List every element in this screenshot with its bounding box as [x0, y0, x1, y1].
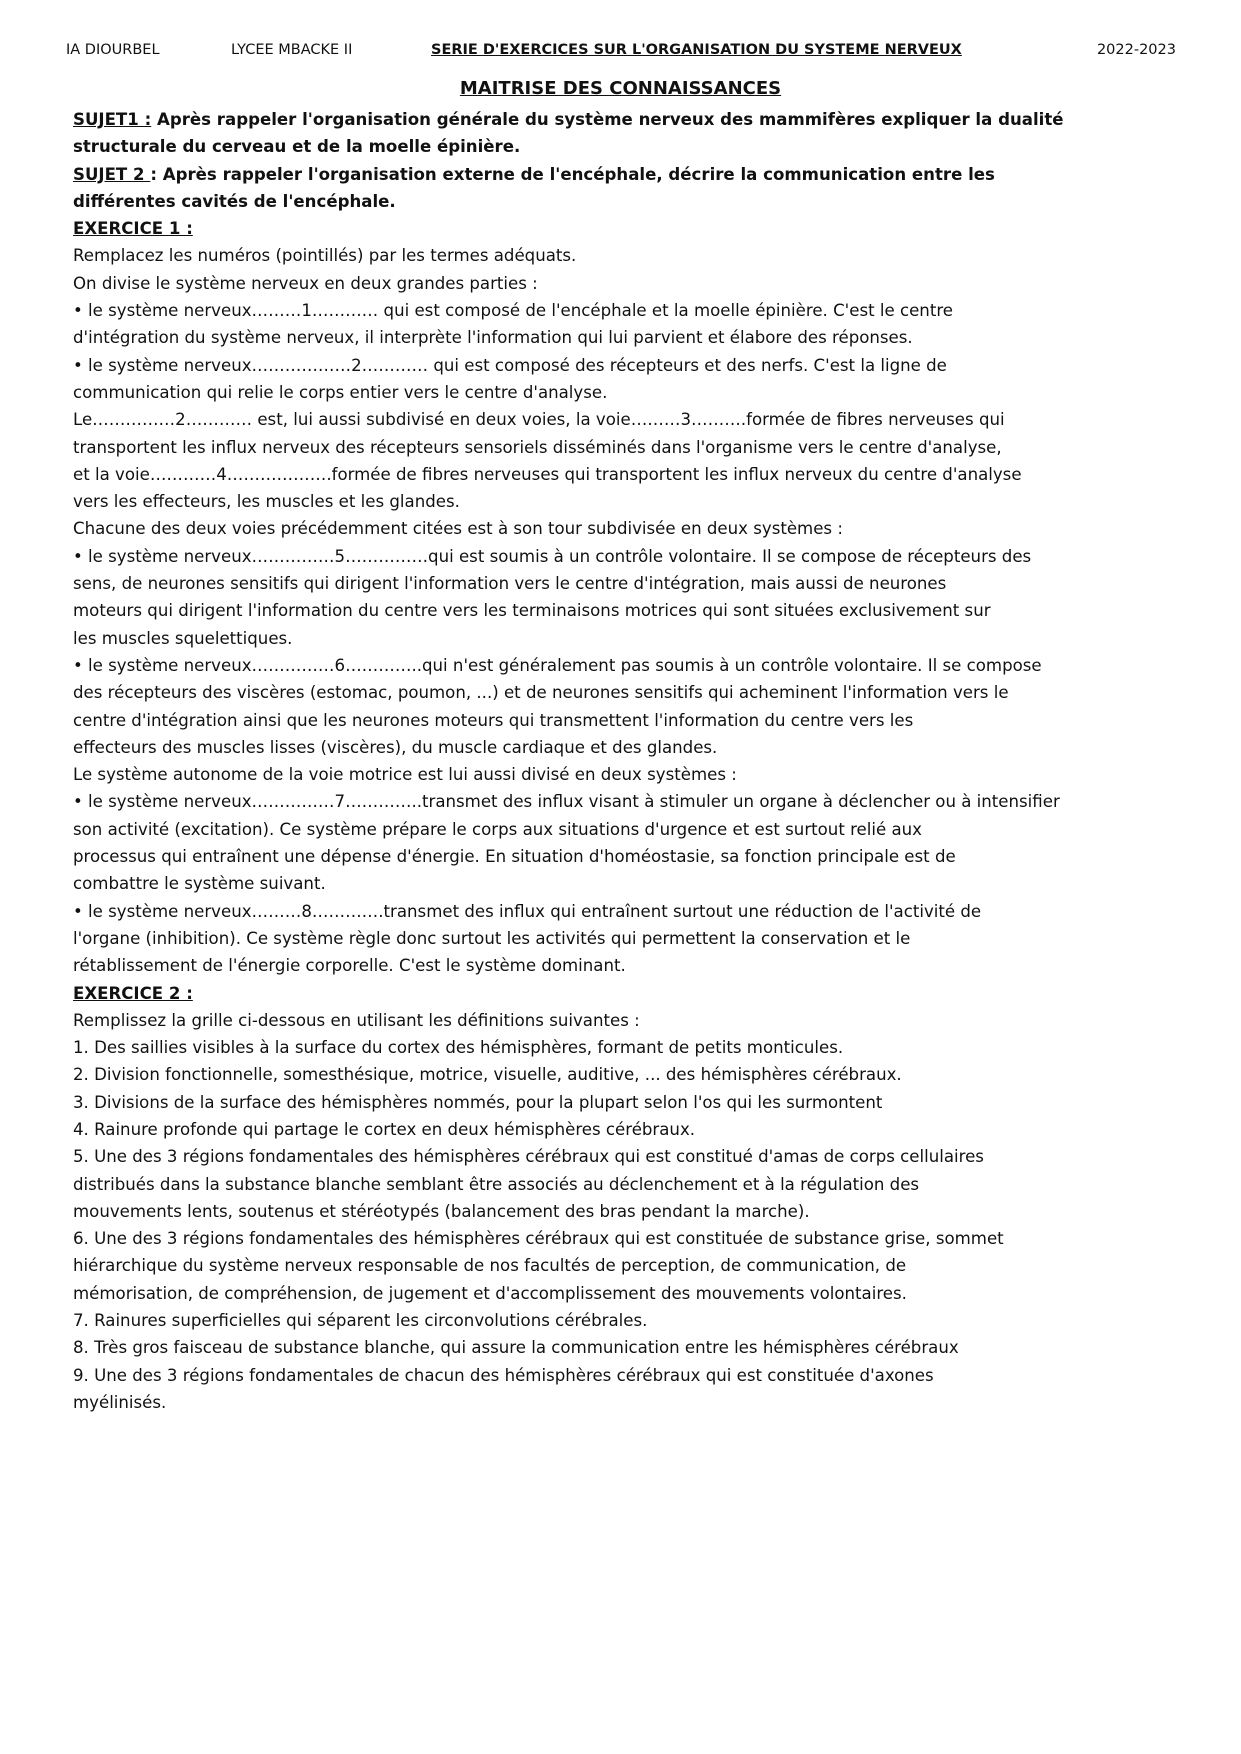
text-line	[73, 1116, 1183, 1143]
line-text: • le système nerveux……………7…………..transmet des influx visant à stimuler un organe à déclencher ou à intensifier	[73, 792, 1060, 812]
line-text: des récepteurs des viscères (estomac, poumon, ...) et de neurones sensitifs qui acheminent l'information vers le	[73, 683, 1009, 703]
text-line	[73, 1307, 1183, 1334]
line-text: hiérarchique du système nerveux responsable de nos facultés de perception, de communication, de	[73, 1256, 907, 1276]
text-line	[73, 679, 1183, 706]
section-title: MAITRISE DES CONNAISSANCES	[459, 78, 782, 99]
line-text: Remplissez la grille ci-dessous en utilisant les définitions suivantes :	[73, 1010, 640, 1030]
page-header	[66, 42, 1176, 62]
line-text: transportent les influx nerveux des récepteurs sensoriels disséminés dans l'organisme vers le centre d'analyse,	[73, 437, 1002, 457]
text-line	[73, 625, 1183, 652]
line-text: On divise le système nerveux en deux grandes parties :	[73, 273, 538, 293]
section-sujet1	[73, 106, 1183, 161]
text-line	[73, 106, 1183, 133]
line-text: 7. Rainures superficielles qui séparent les circonvolutions cérébrales.	[73, 1311, 648, 1331]
line-text: Chacune des deux voies précédemment citées est à son tour subdivisée en deux systèmes :	[73, 519, 843, 539]
line-text: 5. Une des 3 régions fondamentales des hémisphères cérébraux qui est constitué d'amas de corps cellulaires	[73, 1147, 984, 1167]
text-line	[73, 1389, 1183, 1416]
line-text: 3. Divisions de la surface des hémisphères nommés, pour la plupart selon l'os qui les surmontent	[73, 1092, 883, 1112]
line-text: Remplacez les numéros (pointillés) par les termes adéquats.	[73, 246, 577, 266]
line-text: • le système nerveux……………5……………qui est soumis à un contrôle volontaire. Il se compose de récepteurs des	[73, 546, 1032, 566]
line-text: 9. Une des 3 régions fondamentales de chacun des hémisphères cérébraux qui est constituée d'axones	[73, 1365, 934, 1385]
text-line	[73, 133, 1183, 160]
line-text: • le système nerveux………1………… qui est composé de l'encéphale et la moelle épinière. C'est le centre	[73, 301, 953, 321]
text-line	[73, 925, 1183, 952]
text-line	[73, 488, 1183, 515]
text-line	[73, 734, 1183, 761]
line-text: rétablissement de l'énergie corporelle. C'est le système dominant.	[73, 956, 626, 976]
line-text: son activité (excitation). Ce système prépare le corps aux situations d'urgence et est surtout relié aux	[73, 819, 922, 839]
line-text: 4. Rainure profonde qui partage le cortex en deux hémisphères cérébraux.	[73, 1119, 696, 1139]
line-text: moteurs qui dirigent l'information du centre vers les terminaisons motrices qui sont situées exclusivement sur	[73, 601, 991, 621]
text-line	[73, 515, 1183, 542]
text-line	[73, 297, 1183, 324]
line-text: processus qui entraînent une dépense d'énergie. En situation d'homéostasie, sa fonction principale est de	[73, 847, 956, 867]
line-text: sens, de neurones sensitifs qui dirigent l'information vers le centre d'intégration, mais aussi de neurones	[73, 574, 947, 594]
line-text: • le système nerveux……………6…………..qui n'est généralement pas soumis à un contrôle volontaire. Il se compose	[73, 655, 1042, 675]
text-line	[73, 816, 1183, 843]
series-title: SERIE D'EXERCICES SUR L'ORGANISATION DU SYSTEME NERVEUX	[431, 42, 962, 58]
section-sujet-2	[73, 161, 1183, 216]
text-line	[73, 352, 1183, 379]
exercise-text	[73, 242, 1183, 979]
text-line	[73, 1334, 1183, 1361]
text-line	[73, 461, 1183, 488]
line-text: : Après rappeler l'organisation externe de l'encéphale, décrire la communication entre les	[150, 164, 995, 184]
line-text: et la voie…………4……………….formée de fibres nerveuses qui transportent les influx nerveux du centre d'analyse	[73, 464, 1022, 484]
line-text: d'intégration du système nerveux, il interprète l'information qui lui parvient et élabore des réponses.	[73, 328, 913, 348]
school-year: 2022-2023	[1096, 42, 1176, 58]
text-line	[73, 188, 1183, 215]
text-line	[73, 898, 1183, 925]
text-line	[73, 843, 1183, 870]
text-line	[73, 1171, 1183, 1198]
text-line	[73, 788, 1183, 815]
heading-label: SUJET1 :	[73, 110, 152, 129]
section-exercice-2	[73, 980, 1183, 1007]
document-body	[73, 106, 1183, 1416]
text-line	[73, 543, 1183, 570]
text-line	[73, 324, 1183, 351]
line-text: Le……………2………… est, lui aussi subdivisé en deux voies, la voie………3……….formée de fibres nerveuses qui	[73, 410, 1005, 430]
text-line	[73, 652, 1183, 679]
text-line	[73, 570, 1183, 597]
text-line	[73, 707, 1183, 734]
text-line	[73, 406, 1183, 433]
text-line	[73, 952, 1183, 979]
text-line	[73, 1061, 1183, 1088]
heading-label: EXERCICE 1 :	[73, 219, 193, 239]
line-text: l'organe (inhibition). Ce système règle donc surtout les activités qui permettent la conservation et le	[73, 928, 911, 948]
text-line	[73, 1007, 1183, 1034]
text-line	[73, 215, 1183, 242]
text-line	[73, 1225, 1183, 1252]
line-text: structurale du cerveau et de la moelle épinière.	[73, 137, 521, 157]
text-line	[73, 1034, 1183, 1061]
line-text: • le système nerveux………8………….transmet des influx qui entraînent surtout une réduction de l'activité de	[73, 901, 982, 921]
text-line	[73, 870, 1183, 897]
school-label: LYCEE MBACKE II	[231, 42, 353, 58]
text-line	[73, 597, 1183, 624]
text-line	[73, 270, 1183, 297]
line-text: Le système autonome de la voie motrice est lui aussi divisé en deux systèmes :	[73, 765, 737, 785]
text-line	[73, 434, 1183, 461]
line-text: les muscles squelettiques.	[73, 628, 293, 648]
text-line	[73, 1362, 1183, 1389]
line-text: Après rappeler l'organisation générale du système nerveux des mammifères expliquer la dualité	[151, 110, 1064, 129]
line-text: combattre le système suivant.	[73, 874, 326, 894]
text-line	[73, 980, 1183, 1007]
academy-label: IA DIOURBEL	[66, 42, 160, 58]
line-text: centre d'intégration ainsi que les neurones moteurs qui transmettent l'information du centre vers les	[73, 710, 914, 730]
line-text: 6. Une des 3 régions fondamentales des hémisphères cérébraux qui est constituée de substance grise, sommet	[73, 1229, 1004, 1249]
line-text: vers les effecteurs, les muscles et les glandes.	[73, 492, 460, 512]
line-text: 8. Très gros faisceau de substance blanche, qui assure la communication entre les hémisphères cérébraux	[73, 1338, 959, 1358]
text-line	[73, 1252, 1183, 1279]
text-line	[73, 761, 1183, 788]
line-text: 2. Division fonctionnelle, somesthésique, motrice, visuelle, auditive, ... des hémisphères cérébraux.	[73, 1065, 902, 1085]
text-line	[73, 1280, 1183, 1307]
line-text: mémorisation, de compréhension, de jugement et d'accomplissement des mouvements volontaires.	[73, 1283, 907, 1303]
text-line	[73, 161, 1183, 188]
line-text: distribués dans la substance blanche semblant être associés au déclenchement et à la régulation des	[73, 1174, 920, 1194]
line-text: mouvements lents, soutenus et stéréotypés (balancement des bras pendant la marche).	[73, 1201, 810, 1221]
text-line	[73, 1143, 1183, 1170]
line-text: 1. Des saillies visibles à la surface du cortex des hémisphères, formant de petits monticules.	[73, 1038, 844, 1058]
text-line	[73, 242, 1183, 269]
text-line	[73, 1089, 1183, 1116]
line-text: • le système nerveux………………2………… qui est composé des récepteurs et des nerfs. C'est la ligne de	[73, 355, 947, 375]
line-text: effecteurs des muscles lisses (viscères), du muscle cardiaque et des glandes.	[73, 737, 718, 757]
heading-label: SUJET 2	[73, 164, 151, 184]
line-text: myélinisés.	[73, 1392, 167, 1412]
text-line	[73, 1198, 1183, 1225]
heading-label: EXERCICE 2 :	[73, 983, 193, 1003]
section-exercice-1	[73, 215, 1183, 242]
text-line	[73, 379, 1183, 406]
line-text: différentes cavités de l'encéphale.	[73, 191, 396, 211]
line-text: communication qui relie le corps entier vers le centre d'analyse.	[73, 382, 608, 402]
exercise-text	[73, 1007, 1183, 1416]
